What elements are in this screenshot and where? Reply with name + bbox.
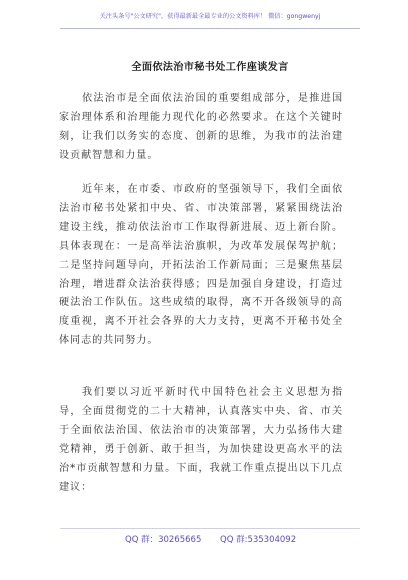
header-banner: 关注头条号"公文研究"，获得最新最全最专业的公文资料库！ 微信：gongwenyj [99, 13, 321, 20]
paragraph-3: 我们要以习近平新时代中国特色社会主义思想为指导，全面贯彻党的二十大精神，认真落实中央、省、市关于全面依法治国、依法治市的决策部署，大力弘扬伟大建党精神，勇于创新、敢于担当，为加快建设更高水平的法治*市贡献智慧和力量。下面，我就工作重点提出以下几点建议： [59, 387, 343, 493]
document-title: 全面依法治市秘书处工作座谈发言 [131, 61, 289, 73]
footer-qq-group-2: QQ 群:535304092 [220, 535, 297, 545]
footer-divider [60, 528, 360, 529]
footer-qq-group-1: QQ 群：30265665 [125, 535, 202, 545]
paragraph-1: 依法治市是全面依法治国的重要组成部分，是推进国家治理体系和治理能力现代化的必然要求。在这个关键时刻，让我们以务实的态度、创新的思维，为我市的法治建设贡献智慧和力量。 [59, 93, 343, 161]
paragraph-2: 近年来，在市委、市政府的坚强领导下，我们全面依法治市秘书处紧扣中央、省、市决策部署，紧紧围绕法治建设主线，推动依法治市工作取得新进展、迈上新台阶。具体表现在：一是高举法治旗帜，为改革发展保驾护航；二是坚持问题导向，开拓法治工作新局面；三是聚焦基层治理，增进群众法治获得感；四是加强自身建设，打造过硬法治工作队伍。这些成绩的取得，离不开各级领导的高度重视，离不开社会各界的大力支持，更离不开秘书处全体同志的共同努力。 [59, 184, 343, 347]
header-divider [60, 28, 360, 29]
footer [60, 533, 360, 547]
